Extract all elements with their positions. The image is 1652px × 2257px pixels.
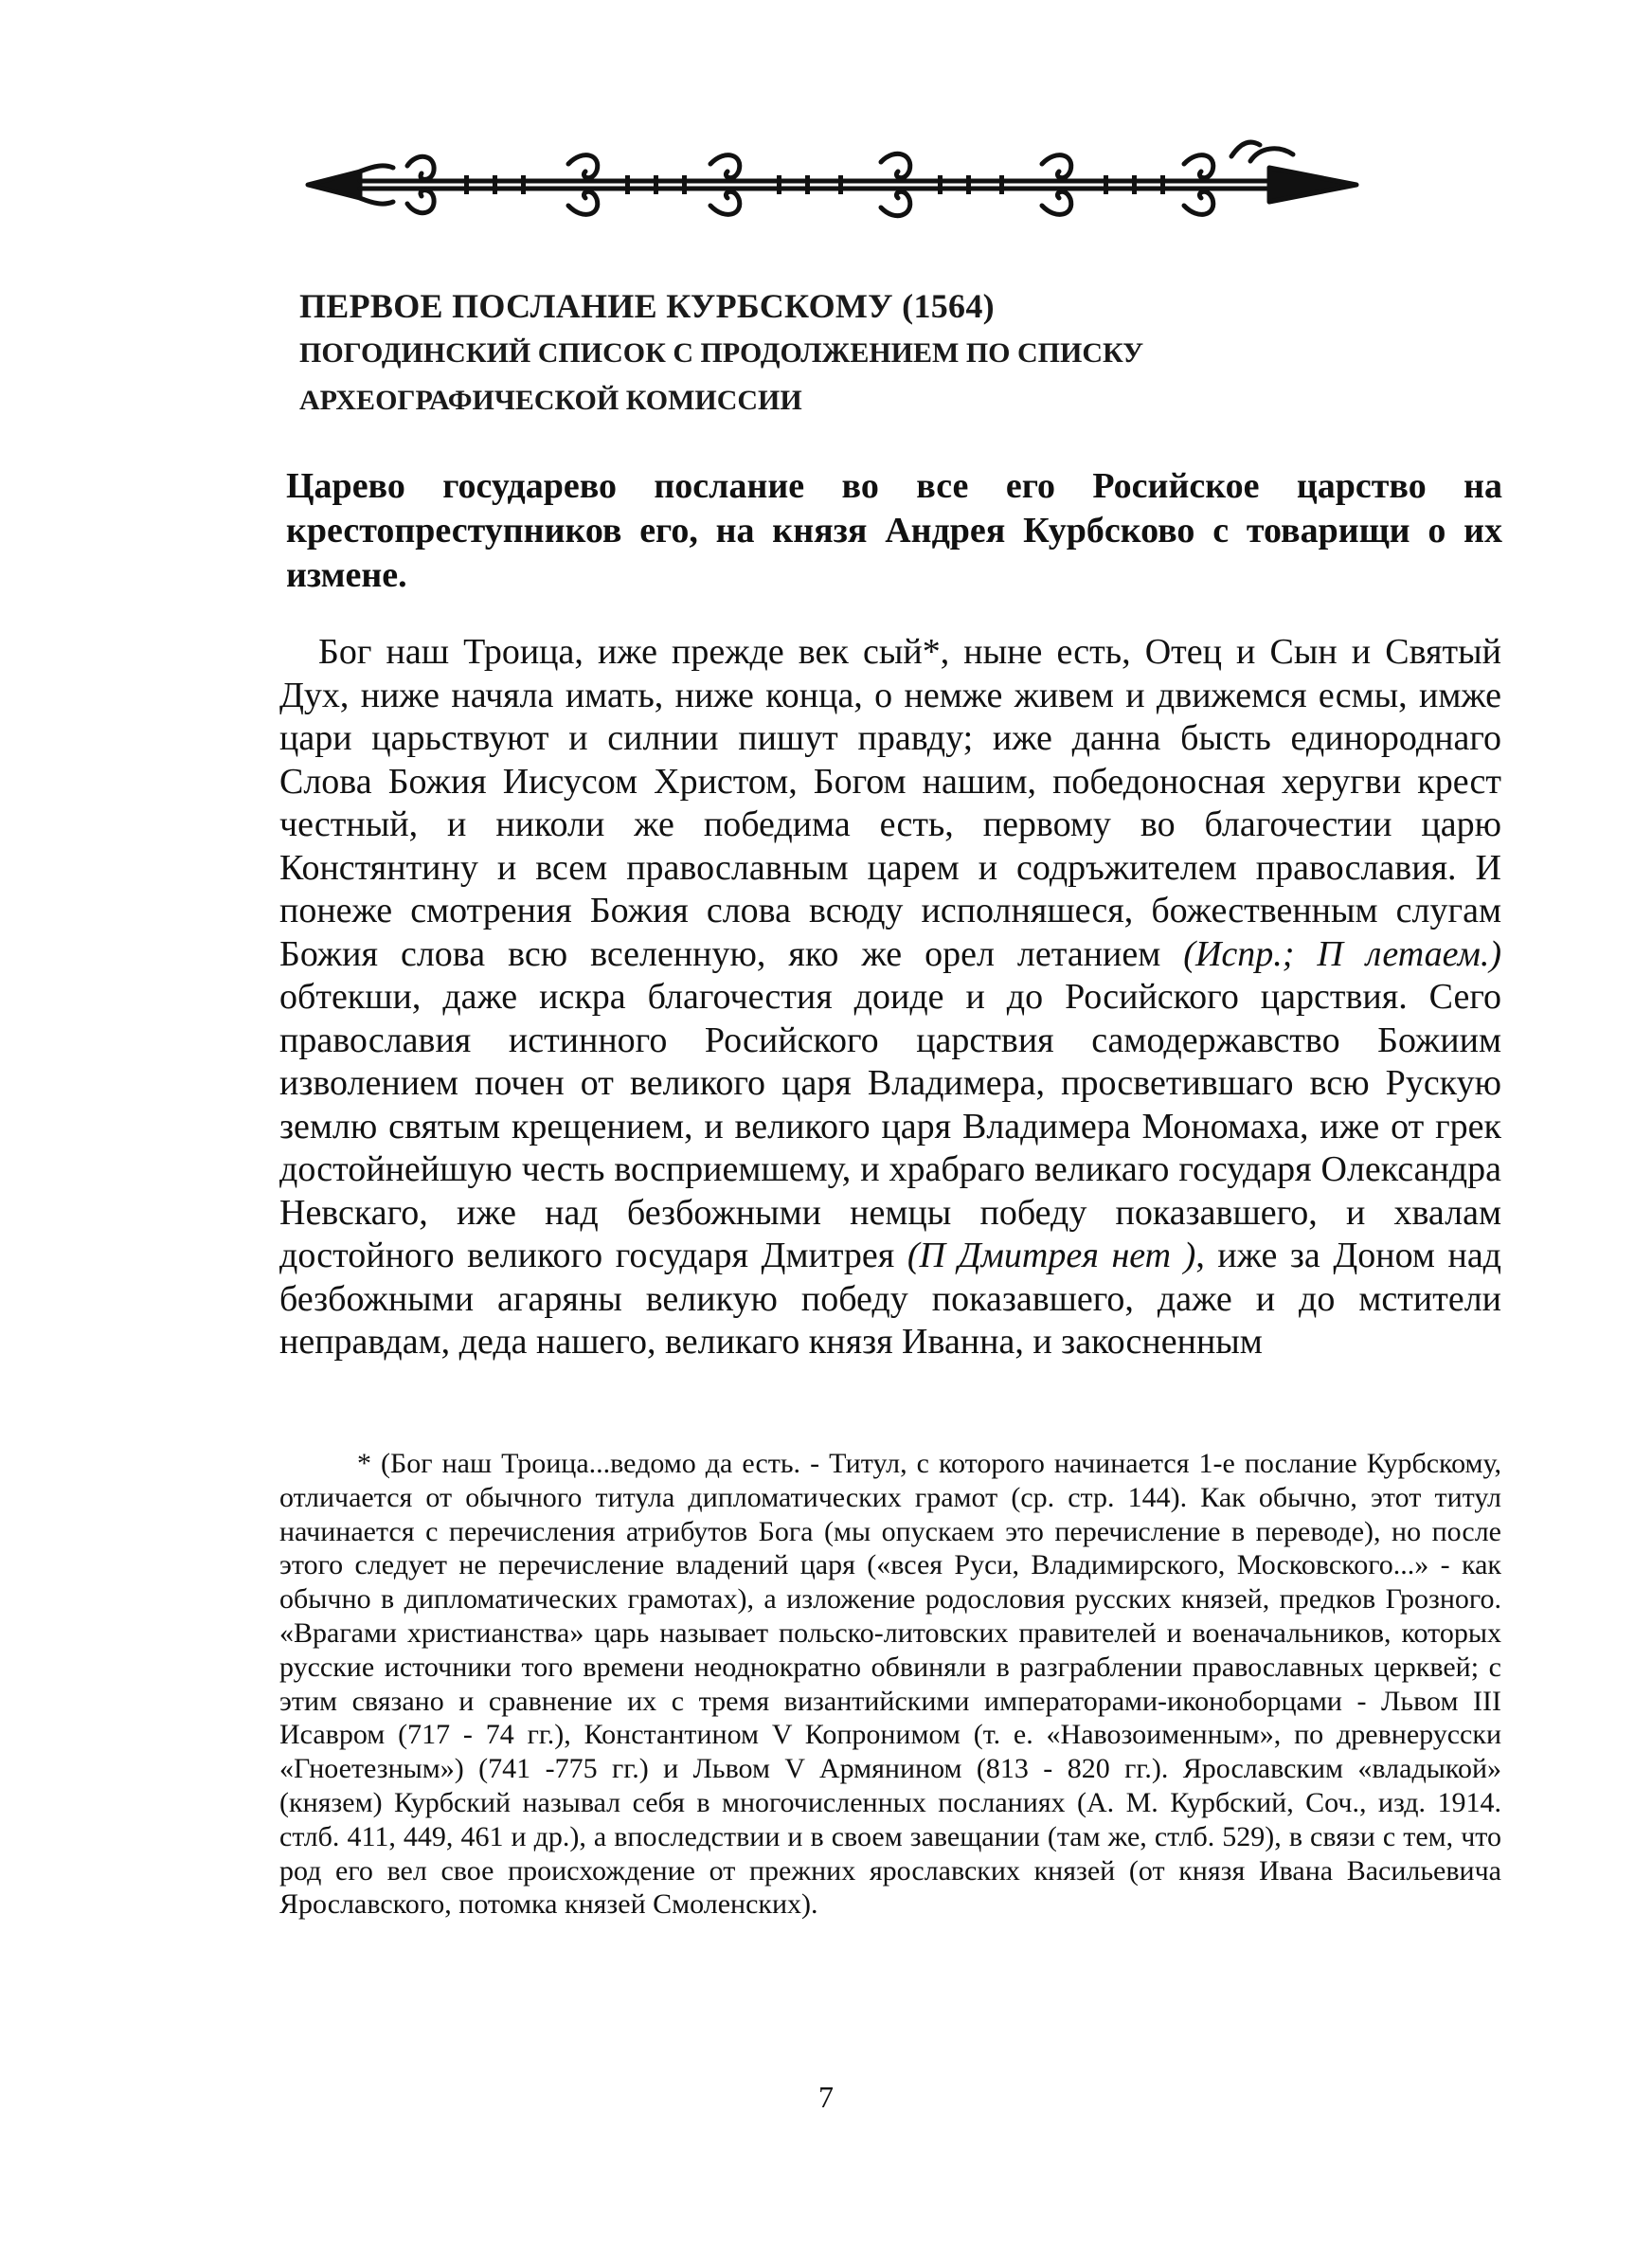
document-subtitle-line-1: ПОГОДИНСКИЙ СПИСОК С ПРОДОЛЖЕНИЕМ ПО СПИСКУ bbox=[299, 337, 1144, 369]
decorative-spear-ornament bbox=[303, 128, 1364, 223]
document-title: ПЕРВОЕ ПОСЛАНИЕ КУРБСКОМУ (1564) bbox=[299, 287, 995, 325]
body-text-part-1: Бог наш Троица, иже прежде век сый*, ныне есть, Отец и Сын и Святый Дух, ниже начяла имать, ниже конца, о немже живем и движемся есмы, имже цари царьствуют и силнии пишут правду; иже данна бысть единороднаго Слова Божия Иисусом Христом, Богом нашим, победоносная херугви крест честный, и николи же победима есть, первому во благочестии царю Констянтину и всем православным царем и содръжителем православия. И понеже смотрения Божия слова всюду исполняшеся, божественным слугам Божия слова всю вселенную, яко же орел летанием bbox=[279, 632, 1501, 974]
page-number: 7 bbox=[818, 2080, 834, 2114]
footnote: * (Бог наш Троица...ведомо да есть. - Титул, с которого начинается 1-е послание Курбскому, отличается от обычного титула дипломатических грамот (ср. стр. 144). Как обычно, этот титул начинается с перечисления атрибутов Бога (мы опускаем это перечисление в переводе), но после этого следует не перечисление владений царя («всея Руси, Владимирского, Московского...» - как обычно в дипломатических грамотах), а изложение родословия русских князей, предков Грозного. «Врагами христианства» царь называет польско-литовских правителей и военачальников, которых русские источники того времени неоднократно обвиняли в разграблении православных церквей; с этим связано и сравнение их с тремя византийскими императорами-иконоборцами - Львом III Исавром (717 - 74 гг.), Константином V Копронимом (т. е. «Навозоименным», по древнерусски «Гноетезным») (741 -775 гг.) и Львом V Армянином (813 - 820 гг.). Ярославским «владыкой» (князем) Курбский называл себя в многочисленных посланиях (А. М. Курбский, Соч., изд. 1914. стлб. 411, 449, 461 и др.), а впоследствии и в своем завещании (там же, стлб. 529), в связи с тем, что род его вел свое происхождение от прежних ярославских князей (от князя Ивана Васильевича Ярославского, потомка князей Смоленских). bbox=[279, 1448, 1501, 1921]
epistle-heading: Царево государево послание во все его Росийское царство на крестопреступников его, на князя Андрея Курбсково с товарищи о их измене. bbox=[286, 466, 1502, 595]
document-subtitle-line-2: АРХЕОГРАФИЧЕСКОЙ КОМИССИИ bbox=[299, 385, 802, 416]
editorial-note-1: (Испр.; П летаем.) bbox=[1183, 933, 1501, 974]
body-text-part-3: , иже за Доном над безбожными агаряны великую победу показавшего, даже и до мстители неправдам, деда нашего, великаго князя Иванна, и закосненным bbox=[279, 1236, 1502, 1362]
body-paragraph bbox=[279, 631, 1501, 1364]
editorial-note-2: (П Дмитрея нет ) bbox=[907, 1236, 1196, 1275]
title-block bbox=[299, 282, 1493, 424]
body-text-part-2: обтекши, даже искра благочестия доиде и до Росийского царствия. Сего православия истинного Росийского царствия самодержавство Божиим изволением почен от великого царя Владимера, просветившаго всю Рускую землю святым крещением, и великого царя Владимера Мономаха, иже от грек достойнейшую честь восприемшему, и храбраго великаго государя Олександра Невскаго, иже над безбожными немцы победу показавшего, и хвалам достойного великого государя Дмитрея bbox=[279, 977, 1501, 1275]
